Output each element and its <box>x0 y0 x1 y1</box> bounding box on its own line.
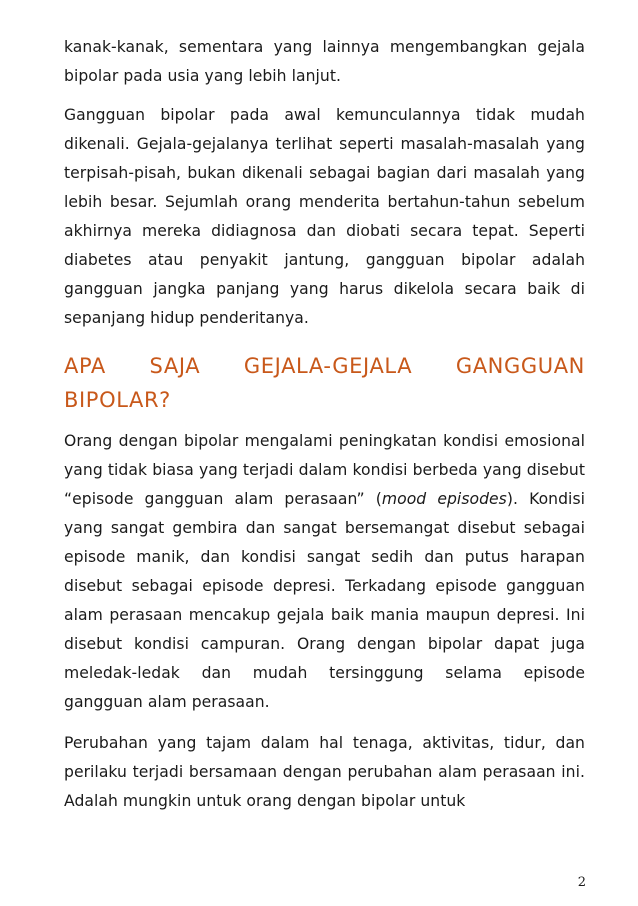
paragraph-2: Gangguan bipolar pada awal kemunculannya tidak mudah dikenali. Gejala-gejalanya terlihat seperti masalah-masalah yang terpisah-pisah, bukan dikenali sebagai bagian dari masalah yang lebih besar. Sejumlah orang menderita bertahun-tahun sebelum akhirnya mereka didiagnosa dan diobati secara tepat. Seperti diabetes atau penyakit jantung, gangguan bipolar adalah gangguan jangka panjang yang harus dikelola secara baik di sepanjang hidup penderitanya. <box>64 106 585 327</box>
section-heading: APA SAJA GEJALA-GEJALA GANGGUAN BIPOLAR? <box>64 354 585 412</box>
paragraph-3-text-end: ). Kondisi yang sangat gembira dan sangat bersemangat disebut sebagai episode manik, dan kondisi sangat sedih dan putus harapan disebut sebagai episode depresi. Terkadang episode gangguan alam perasaan mencakup gejala baik mania maupun depresi. Ini disebut kondisi campuran. Orang dengan bipolar dapat juga meledak-ledak dan mudah tersinggung selama episode gangguan alam perasaan. <box>64 490 585 711</box>
paragraph-4: Perubahan yang tajam dalam hal tenaga, aktivitas, tidur, dan perilaku terjadi bersamaan dengan perubahan alam perasaan ini. Adalah mungkin untuk orang dengan bipolar untuk <box>64 734 585 810</box>
paragraph-1: kanak-kanak, sementara yang lainnya mengembangkan gejala bipolar pada usia yang lebih lanjut. <box>64 38 585 85</box>
page-number: 2 <box>577 875 586 890</box>
paragraph-3-italic-term: mood episodes <box>381 490 507 508</box>
paragraph-3-text-start: Orang dengan bipolar mengalami peningkatan kondisi emosional yang tidak biasa yang terjadi dalam kondisi berbeda yang disebut “episode gangguan alam perasaan” ( <box>64 432 585 508</box>
document-page <box>64 33 585 816</box>
paragraph-3 <box>64 427 585 717</box>
